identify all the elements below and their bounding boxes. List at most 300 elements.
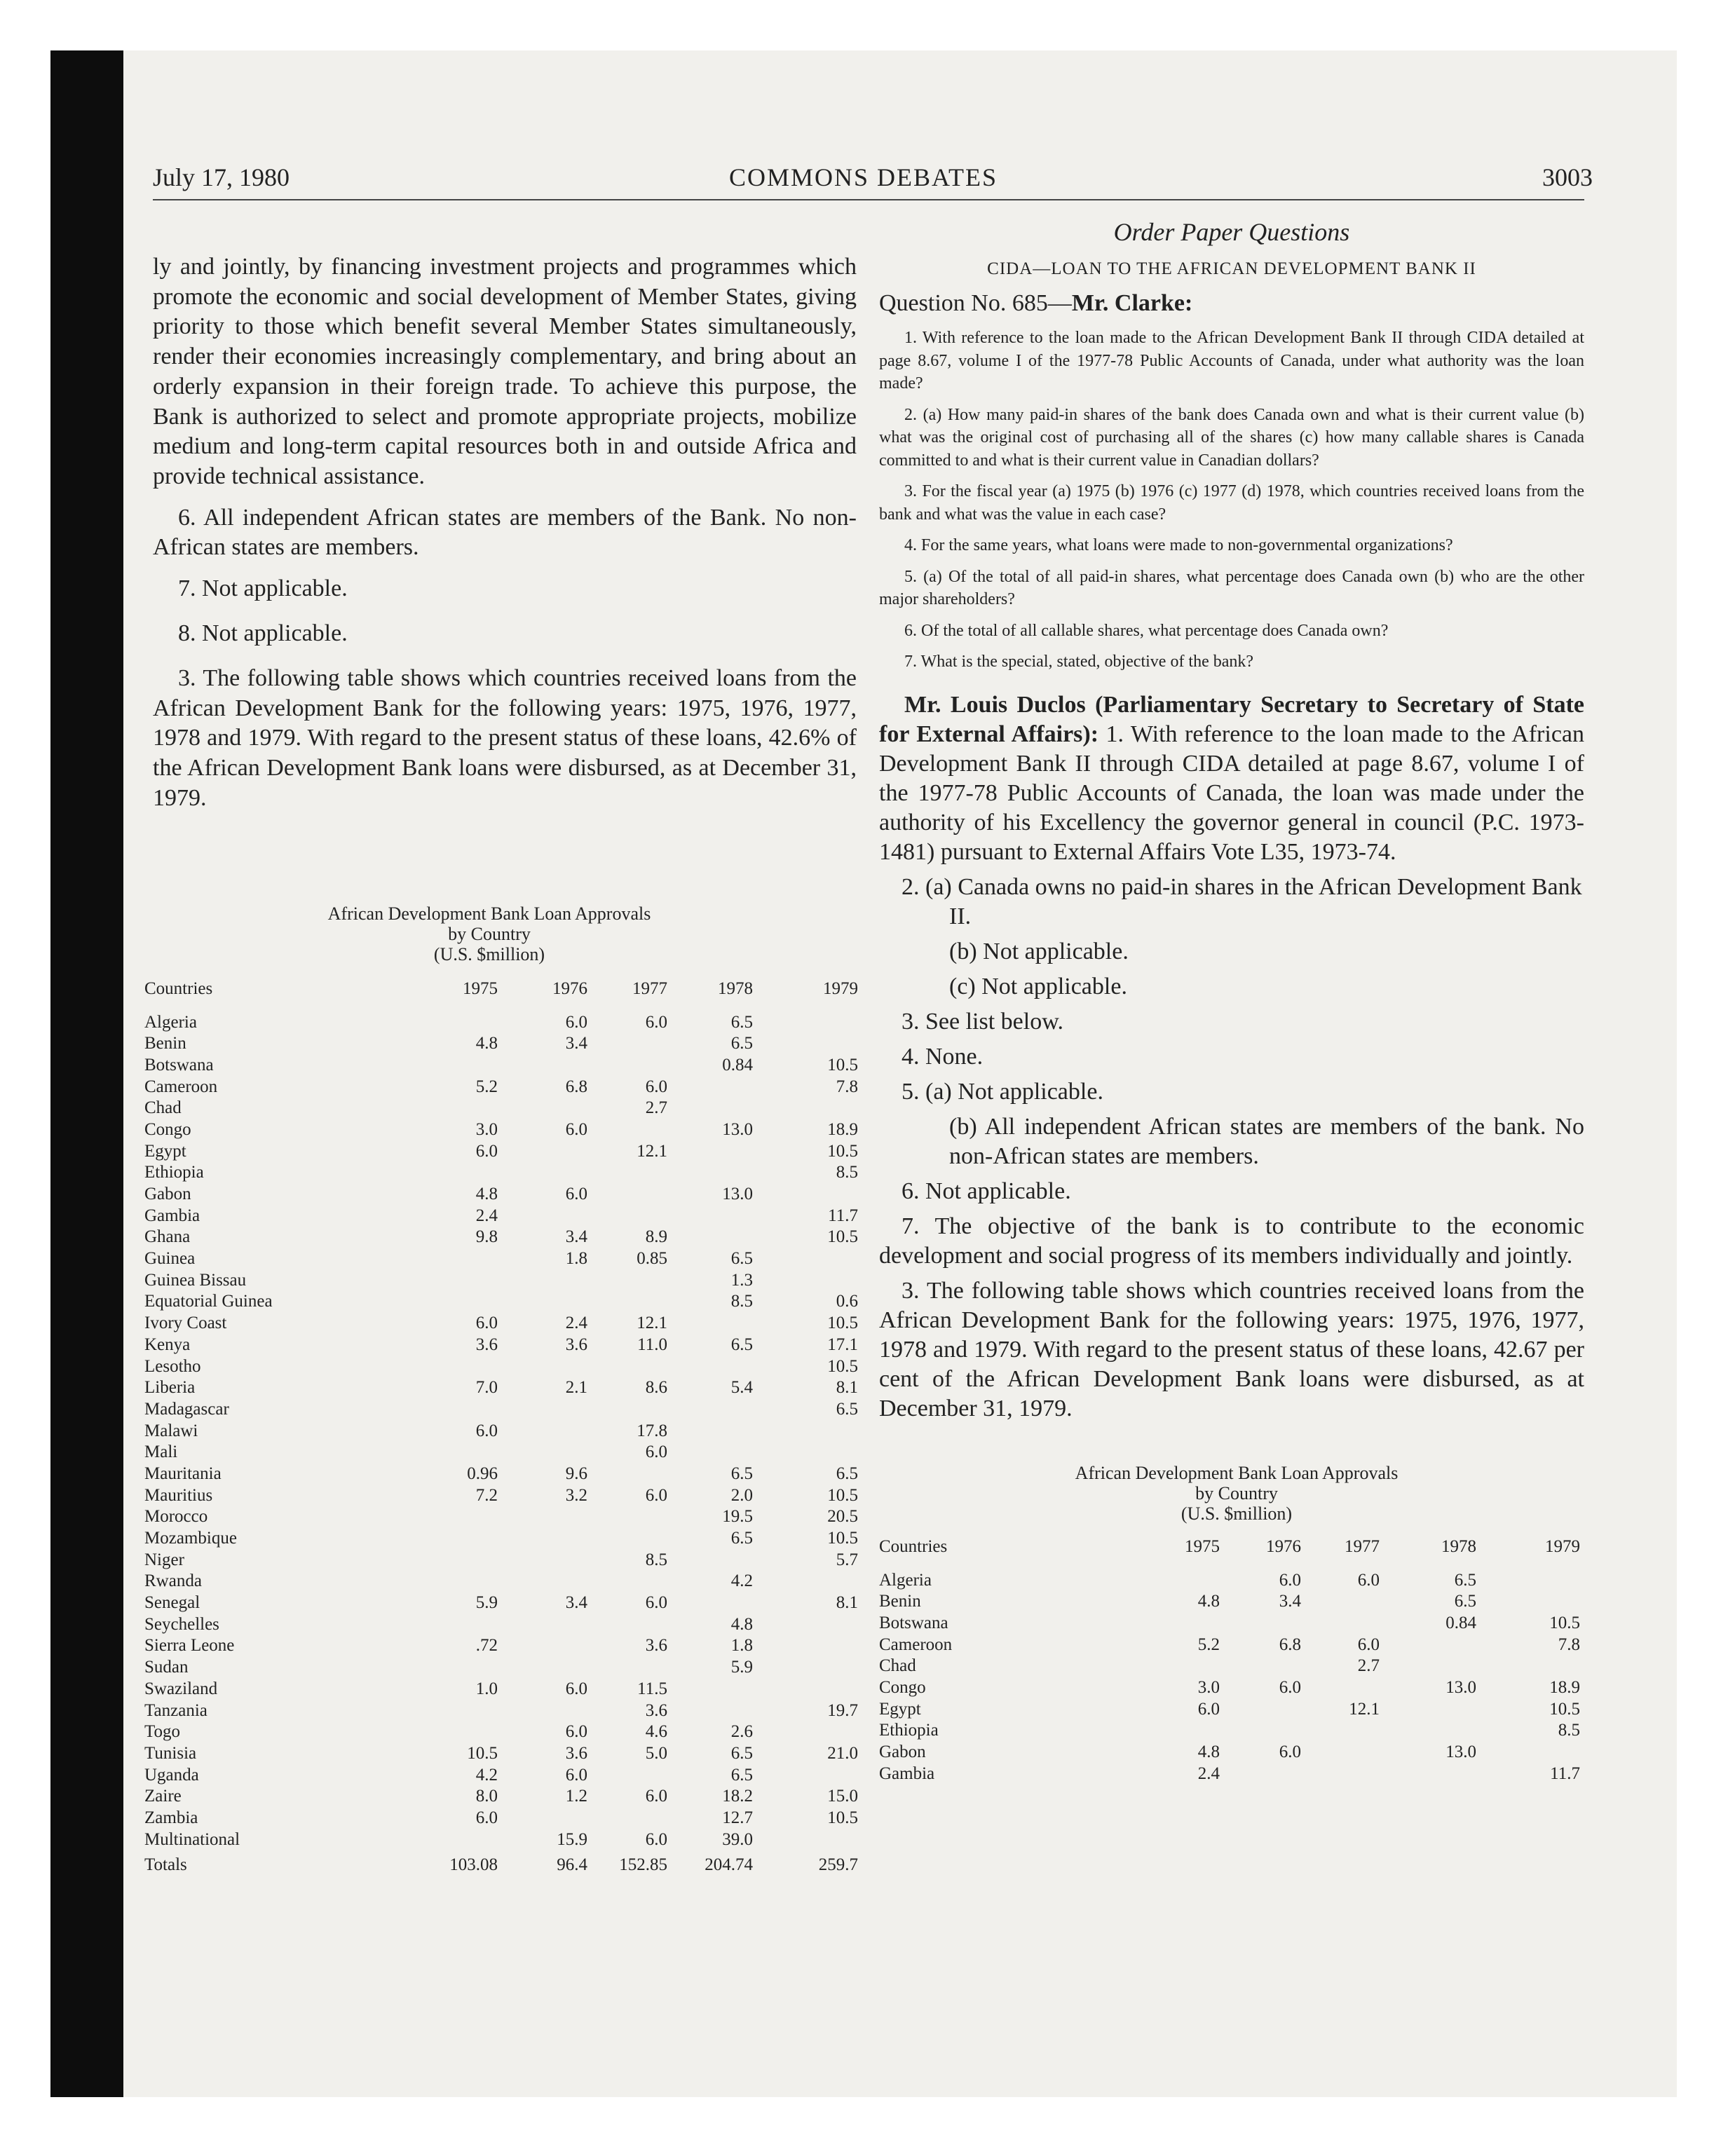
loan-value-cell	[587, 1506, 667, 1528]
table-row	[144, 1614, 858, 1636]
country-cell: Zambia	[144, 1808, 198, 1827]
table-row	[879, 1635, 1580, 1656]
loan-value-cell	[667, 1700, 753, 1722]
question-item: 2. (a) How many paid-in shares of the bank does Canada own and what is their current value (b) what was the original cost of purchasing all of the shares (c) how many callable shares is Canada committed to and what is their current value in Canadian dollars?	[879, 405, 1584, 470]
loan-value-cell: 7.8	[836, 1077, 858, 1096]
loan-value-cell: 6.0	[475, 1141, 498, 1161]
loan-value-cell: 4.6	[645, 1722, 667, 1742]
loan-value-cell	[587, 1528, 667, 1550]
loan-value-cell	[753, 1635, 858, 1657]
header-title: COMMONS DEBATES	[729, 163, 998, 191]
loan-value-cell: 8.5	[1558, 1721, 1580, 1740]
loan-value-cell	[1476, 1742, 1580, 1763]
answer-item: 5. (a) Not applicable.	[901, 1078, 1103, 1105]
loan-value-cell	[753, 1184, 858, 1206]
loan-value-cell: 3.4	[565, 1034, 587, 1053]
question-item: 7. What is the special, stated, objective of the bank?	[904, 653, 1254, 671]
loan-value-cell: 6.5	[730, 1529, 753, 1548]
loan-value-cell: 2.7	[645, 1098, 667, 1118]
table-row	[144, 1421, 858, 1442]
country-cell: Zaire	[144, 1787, 182, 1806]
loan-value-cell: 18.9	[1549, 1677, 1580, 1697]
column-header: Countries	[879, 1536, 948, 1556]
loan-value-cell	[433, 1098, 498, 1119]
question-item: 3. For the fiscal year (a) 1975 (b) 1976 (c) 1977 (d) 1978, which countries received loans from the bank and what was the value in each case?	[879, 482, 1584, 524]
loan-value-cell: 11.7	[1550, 1763, 1580, 1783]
loan-value-cell: 5.9	[475, 1593, 498, 1613]
loan-value-cell	[498, 1657, 587, 1679]
table-row	[144, 1270, 858, 1292]
loan-value-cell	[498, 1421, 587, 1442]
country-cell: Tanzania	[144, 1700, 207, 1720]
table-row	[144, 1550, 858, 1571]
country-cell: Algeria	[879, 1570, 932, 1590]
country-cell: Senegal	[144, 1593, 200, 1613]
loan-value-cell: 6.0	[565, 1679, 587, 1698]
loan-value-cell	[587, 1356, 667, 1378]
loan-value-cell: 0.96	[467, 1464, 498, 1483]
loan-value-cell	[1301, 1677, 1380, 1699]
country-cell: Sierra Leone	[144, 1636, 235, 1656]
loan-value-cell: 0.84	[1445, 1613, 1476, 1632]
loan-value-cell	[433, 1055, 498, 1077]
loan-value-cell: 4.8	[1197, 1742, 1220, 1761]
loan-value-cell: 4.2	[475, 1765, 498, 1785]
country-cell: Egypt	[879, 1699, 921, 1719]
loan-value-cell: 6.0	[1357, 1570, 1380, 1590]
loan-value-cell: 12.1	[637, 1314, 667, 1333]
total-value-cell: 204.74	[705, 1855, 753, 1875]
loan-value-cell: 4.2	[730, 1571, 753, 1591]
table-row	[144, 1033, 858, 1055]
body-paragraph: 6. All independent African states are members of the Bank. No non-African states are members.	[153, 504, 857, 561]
loan-value-cell: 2.0	[730, 1485, 753, 1505]
table-row	[144, 1377, 858, 1399]
table-row	[144, 1184, 858, 1206]
loan-value-cell: 11.0	[637, 1335, 667, 1354]
loan-value-cell	[1220, 1699, 1301, 1721]
answer-item: 7. The objective of the bank is to contribute to the economic development and social progress of its members individually and jointly.	[879, 1213, 1584, 1269]
loan-value-cell: 0.85	[637, 1249, 667, 1269]
table-row	[879, 1591, 1580, 1613]
loan-value-cell: 5.0	[645, 1743, 667, 1763]
country-cell: Niger	[144, 1550, 184, 1569]
column-header: 1976	[552, 978, 587, 998]
totals-label: Totals	[144, 1855, 187, 1875]
table-row	[879, 1742, 1580, 1763]
country-cell: Gambia	[879, 1763, 935, 1783]
loan-value-cell: 6.0	[645, 1077, 667, 1096]
loan-value-cell: 6.5	[730, 1012, 753, 1032]
question-item: 5. (a) Of the total of all paid-in shares, what percentage does Canada own (b) who are the other major shareholders?	[879, 567, 1584, 608]
loan-value-cell	[1476, 1570, 1580, 1592]
table-row	[144, 1012, 858, 1034]
country-cell: Botswana	[879, 1613, 948, 1632]
loan-value-cell: .72	[475, 1636, 498, 1656]
loan-value-cell	[1301, 1720, 1380, 1742]
country-cell: Lesotho	[144, 1356, 201, 1376]
loan-value-cell	[1301, 1763, 1380, 1785]
loan-value-cell: 2.4	[1197, 1763, 1220, 1783]
loan-value-cell	[433, 1528, 498, 1550]
country-cell: Guinea	[144, 1249, 196, 1269]
loan-value-cell	[433, 1506, 498, 1528]
loan-value-cell	[667, 1206, 753, 1227]
loan-value-cell	[498, 1206, 587, 1227]
table-caption-line: (U.S. $million)	[1181, 1503, 1293, 1524]
loan-value-cell	[498, 1442, 587, 1464]
country-cell: Sudan	[144, 1658, 189, 1677]
question-member: Mr. Clarke:	[1071, 290, 1193, 316]
table-row	[144, 1227, 858, 1248]
table-row	[144, 1141, 858, 1163]
table-row	[144, 1206, 858, 1227]
loan-value-cell	[1476, 1656, 1580, 1677]
loan-value-cell	[1476, 1591, 1580, 1613]
loan-value-cell: 13.0	[722, 1119, 753, 1139]
loan-value-cell: 3.2	[565, 1485, 587, 1505]
loan-value-cell	[667, 1592, 753, 1614]
loan-value-cell: 2.6	[730, 1722, 753, 1742]
loan-value-cell: 15.0	[827, 1787, 858, 1806]
loan-value-cell	[433, 1248, 498, 1270]
loan-value-cell	[667, 1442, 753, 1464]
answer-item: (b) All independent African states are members of the bank. No non-African states are members.	[949, 1113, 1584, 1169]
country-cell: Chad	[144, 1098, 182, 1118]
loan-value-cell: 8.1	[836, 1378, 858, 1398]
loan-value-cell	[587, 1055, 667, 1077]
loan-value-cell: 8.6	[645, 1378, 667, 1398]
scan-binding-edge	[50, 50, 123, 2097]
loan-value-cell: 6.5	[730, 1765, 753, 1785]
question-subheading: CIDA—LOAN TO THE AFRICAN DEVELOPMENT BANK II	[987, 259, 1476, 278]
loan-value-cell	[587, 1270, 667, 1292]
table-header-row	[144, 978, 858, 1012]
loan-value-cell: 6.0	[1279, 1570, 1301, 1590]
country-cell: Equatorial Guinea	[144, 1292, 273, 1311]
loan-value-cell: 17.8	[637, 1421, 667, 1440]
loan-value-cell: 4.8	[730, 1614, 753, 1634]
loan-value-cell: 10.5	[827, 1529, 858, 1548]
country-cell: Cameroon	[144, 1077, 218, 1096]
loan-value-cell: 6.0	[1357, 1635, 1380, 1654]
loan-value-cell	[433, 1012, 498, 1034]
table-row	[144, 1442, 858, 1464]
answer-item: (b) Not applicable.	[949, 938, 1129, 964]
loan-value-cell	[433, 1291, 498, 1313]
table-row	[144, 1098, 858, 1119]
loan-value-cell: 11.7	[828, 1206, 858, 1225]
column-header: Countries	[144, 978, 213, 998]
table-caption-line: African Development Bank Loan Approvals	[1075, 1462, 1399, 1483]
loan-value-cell: 5.4	[730, 1378, 753, 1398]
country-cell: Guinea Bissau	[144, 1270, 247, 1290]
loan-value-cell: 2.4	[565, 1314, 587, 1333]
section-title: Order Paper Questions	[1113, 218, 1350, 246]
question-heading	[879, 290, 1584, 317]
table-row	[144, 1528, 858, 1550]
country-cell: Swaziland	[144, 1679, 218, 1698]
loan-value-cell: 6.0	[565, 1119, 587, 1139]
country-cell: Morocco	[144, 1507, 208, 1527]
loan-value-cell: 10.5	[827, 1485, 858, 1505]
table-row	[144, 1592, 858, 1614]
total-value-cell: 103.08	[449, 1855, 498, 1875]
table-row	[879, 1677, 1580, 1699]
loan-value-cell	[433, 1657, 498, 1679]
answer-paragraph	[879, 690, 1584, 867]
loan-value-cell	[1380, 1720, 1476, 1742]
loan-value-cell	[667, 1550, 753, 1571]
loan-value-cell: 3.6	[645, 1636, 667, 1656]
header-date: July 17, 1980	[153, 163, 290, 191]
loan-value-cell	[587, 1765, 667, 1787]
country-cell: Mauritius	[144, 1485, 213, 1505]
loan-value-cell	[753, 1270, 858, 1292]
loan-value-cell	[498, 1550, 587, 1571]
loan-value-cell: 6.0	[565, 1012, 587, 1032]
table-row	[879, 1763, 1580, 1785]
country-cell: Seychelles	[144, 1614, 219, 1634]
table-row	[144, 1313, 858, 1335]
loan-value-cell	[587, 1464, 667, 1485]
table-caption-line: by Country	[1195, 1482, 1278, 1503]
loan-value-cell	[1140, 1570, 1220, 1592]
loan-value-cell	[753, 1098, 858, 1119]
loan-value-cell: 6.5	[730, 1034, 753, 1053]
loan-value-cell: 3.4	[1279, 1592, 1301, 1611]
total-value-cell: 259.7	[818, 1855, 858, 1875]
loan-value-cell	[498, 1291, 587, 1313]
loan-value-cell	[498, 1528, 587, 1550]
loan-value-cell: 2.7	[1357, 1656, 1380, 1676]
loan-value-cell: 5.9	[730, 1658, 753, 1677]
loan-value-cell	[753, 1829, 858, 1851]
country-cell: Gambia	[144, 1206, 200, 1225]
loan-value-cell: 6.0	[645, 1442, 667, 1462]
loan-value-cell	[433, 1829, 498, 1851]
country-cell: Benin	[144, 1034, 186, 1053]
answer-item: (c) Not applicable.	[949, 973, 1127, 999]
loan-value-cell: 0.6	[836, 1292, 858, 1311]
loan-value-cell: 3.0	[475, 1119, 498, 1139]
loan-value-cell	[667, 1227, 753, 1248]
loan-value-cell: 19.5	[722, 1507, 753, 1527]
loan-value-cell: 6.5	[836, 1464, 858, 1483]
loan-value-cell: 6.0	[645, 1829, 667, 1849]
question-item: 6. Of the total of all callable shares, what percentage does Canada own?	[904, 621, 1389, 640]
loan-value-cell	[587, 1399, 667, 1421]
body-paragraph: 7. Not applicable.	[178, 575, 348, 602]
loan-value-cell: 20.5	[827, 1507, 858, 1527]
loan-value-cell: 1.3	[730, 1270, 753, 1290]
loan-value-cell	[433, 1356, 498, 1378]
loan-value-cell: 5.7	[836, 1550, 858, 1569]
loan-value-cell: 1.8	[730, 1636, 753, 1656]
loan-value-cell: 18.9	[827, 1119, 858, 1139]
loan-value-cell: 3.6	[565, 1743, 587, 1763]
country-cell: Mauritania	[144, 1464, 222, 1483]
answer-speaker: Mr. Louis Duclos (Parliamentary Secretary to Secretary of State for External Affairs):	[879, 691, 1584, 747]
table-row	[144, 1464, 858, 1485]
loan-value-cell	[1301, 1742, 1380, 1763]
answer-item: 4. None.	[901, 1043, 984, 1070]
loan-value-cell: 12.7	[722, 1808, 753, 1827]
country-cell: Egypt	[144, 1141, 186, 1161]
table-row	[144, 1571, 858, 1592]
table-row	[144, 1808, 858, 1829]
country-cell: Malawi	[144, 1421, 198, 1440]
loan-value-cell	[498, 1055, 587, 1077]
loan-value-cell: 10.5	[827, 1356, 858, 1376]
loan-value-cell: 3.6	[565, 1335, 587, 1354]
loan-value-cell: 6.5	[730, 1464, 753, 1483]
loan-value-cell: 8.9	[645, 1227, 667, 1247]
table-row	[144, 1700, 858, 1722]
loan-value-cell	[498, 1141, 587, 1163]
loan-value-cell	[433, 1270, 498, 1292]
loan-value-cell	[498, 1098, 587, 1119]
loan-value-cell	[1140, 1656, 1220, 1677]
loan-value-cell	[433, 1700, 498, 1722]
loan-value-cell	[587, 1808, 667, 1829]
loan-value-cell	[433, 1550, 498, 1571]
country-cell: Kenya	[144, 1335, 191, 1354]
loan-value-cell	[667, 1679, 753, 1700]
question-item: 1. With reference to the loan made to the African Development Bank II through CIDA detailed at page 8.67, volume I of the 1977-78 Public Accounts of Canada, under what authority was the loan made?	[879, 329, 1584, 393]
table-row	[144, 1356, 858, 1378]
loan-value-cell	[667, 1077, 753, 1098]
country-cell: Ghana	[144, 1227, 191, 1247]
loan-value-cell: 13.0	[1445, 1742, 1476, 1761]
loan-value-cell: 6.0	[475, 1808, 498, 1827]
loan-value-cell: 10.5	[1549, 1699, 1580, 1719]
loan-value-cell: 10.5	[827, 1141, 858, 1161]
column-header: 1977	[632, 978, 667, 998]
table-row	[879, 1656, 1580, 1677]
table-row	[144, 1721, 858, 1743]
loan-approvals-table	[879, 1536, 1580, 1785]
country-cell: Congo	[144, 1119, 191, 1139]
table-row	[879, 1613, 1580, 1635]
loan-value-cell	[498, 1700, 587, 1722]
loan-value-cell: 6.8	[565, 1077, 587, 1096]
loan-value-cell	[433, 1571, 498, 1592]
loan-value-cell	[1140, 1613, 1220, 1635]
country-cell: Ivory Coast	[144, 1314, 227, 1333]
table-row	[144, 1657, 858, 1679]
loan-value-cell	[667, 1356, 753, 1378]
loan-value-cell	[433, 1721, 498, 1743]
column-header: 1979	[1545, 1536, 1580, 1556]
loan-value-cell: 6.5	[836, 1399, 858, 1419]
loan-table-caption	[153, 903, 826, 964]
loan-value-cell	[667, 1141, 753, 1163]
loan-value-cell	[1380, 1763, 1476, 1785]
loan-value-cell	[587, 1033, 667, 1055]
table-row	[144, 1291, 858, 1313]
loan-value-cell	[753, 1657, 858, 1679]
column-header: 1979	[823, 978, 858, 998]
loan-value-cell: 0.84	[722, 1055, 753, 1074]
loan-approvals-table	[144, 978, 858, 1877]
header-page-number: 3003	[1542, 163, 1593, 191]
loan-value-cell: 6.5	[1454, 1570, 1476, 1590]
loan-value-cell: 17.1	[827, 1335, 858, 1354]
loan-value-cell: 1.8	[565, 1249, 587, 1269]
loan-value-cell	[667, 1399, 753, 1421]
loan-value-cell	[1220, 1720, 1301, 1742]
country-cell: Gabon	[879, 1742, 926, 1761]
loan-value-cell: 12.1	[1349, 1699, 1380, 1719]
table-row	[144, 1119, 858, 1141]
country-cell: Multinational	[144, 1829, 240, 1849]
loan-value-cell	[498, 1571, 587, 1592]
loan-value-cell	[498, 1270, 587, 1292]
table-row	[144, 1055, 858, 1077]
country-cell: Uganda	[144, 1765, 199, 1785]
loan-value-cell: 3.4	[565, 1593, 587, 1613]
loan-value-cell: 6.5	[730, 1249, 753, 1269]
loan-value-cell	[753, 1442, 858, 1464]
loan-value-cell	[1220, 1613, 1301, 1635]
loan-value-cell: 10.5	[827, 1808, 858, 1827]
loan-value-cell: 2.1	[565, 1378, 587, 1398]
loan-value-cell	[753, 1421, 858, 1442]
loan-value-cell	[1220, 1656, 1301, 1677]
loan-value-cell	[1380, 1699, 1476, 1721]
table-row	[879, 1699, 1580, 1721]
country-cell: Madagascar	[144, 1399, 229, 1419]
loan-value-cell: 6.5	[730, 1335, 753, 1354]
loan-value-cell: 9.6	[565, 1464, 587, 1483]
loan-value-cell	[1301, 1591, 1380, 1613]
country-cell: Liberia	[144, 1378, 196, 1398]
loan-value-cell	[753, 1721, 858, 1743]
loan-value-cell	[587, 1291, 667, 1313]
column-header: 1975	[463, 978, 498, 998]
table-header-row	[879, 1536, 1580, 1570]
table-row	[144, 1786, 858, 1808]
loan-value-cell	[753, 1614, 858, 1636]
loan-value-cell: 6.0	[645, 1593, 667, 1613]
total-value-cell: 152.85	[619, 1855, 667, 1875]
loan-value-cell: 8.0	[475, 1787, 498, 1806]
answer-item: 3. The following table shows which countries received loans from the African Development Bank for the following years: 1975, 1976, 1977, 1978 and 1979. With regard to the present status of these loans, 42.67 per cent of the African Development Bank loans were disbursed, as at December 31, 1979.	[879, 1277, 1584, 1421]
loan-value-cell: 12.1	[637, 1141, 667, 1161]
table-caption-line: by Country	[448, 923, 531, 944]
loan-value-cell: 8.1	[836, 1593, 858, 1613]
loan-value-cell: 6.5	[1454, 1592, 1476, 1611]
table-row	[144, 1765, 858, 1787]
country-cell: Togo	[144, 1722, 181, 1742]
loan-value-cell	[433, 1614, 498, 1636]
table-caption-line: African Development Bank Loan Approvals	[327, 903, 651, 924]
loan-value-cell: 2.4	[475, 1206, 498, 1225]
loan-value-cell: 39.0	[722, 1829, 753, 1849]
loan-value-cell	[498, 1399, 587, 1421]
loan-value-cell: 4.8	[475, 1034, 498, 1053]
loan-value-cell	[498, 1635, 587, 1657]
loan-value-cell: 3.6	[645, 1700, 667, 1720]
loan-value-cell	[1220, 1763, 1301, 1785]
loan-value-cell: 1.0	[475, 1679, 498, 1698]
country-cell: Cameroon	[879, 1635, 953, 1654]
table-row	[144, 1248, 858, 1270]
country-cell: Botswana	[144, 1055, 214, 1074]
table-totals-row	[144, 1850, 858, 1876]
loan-value-cell: 6.0	[565, 1722, 587, 1742]
